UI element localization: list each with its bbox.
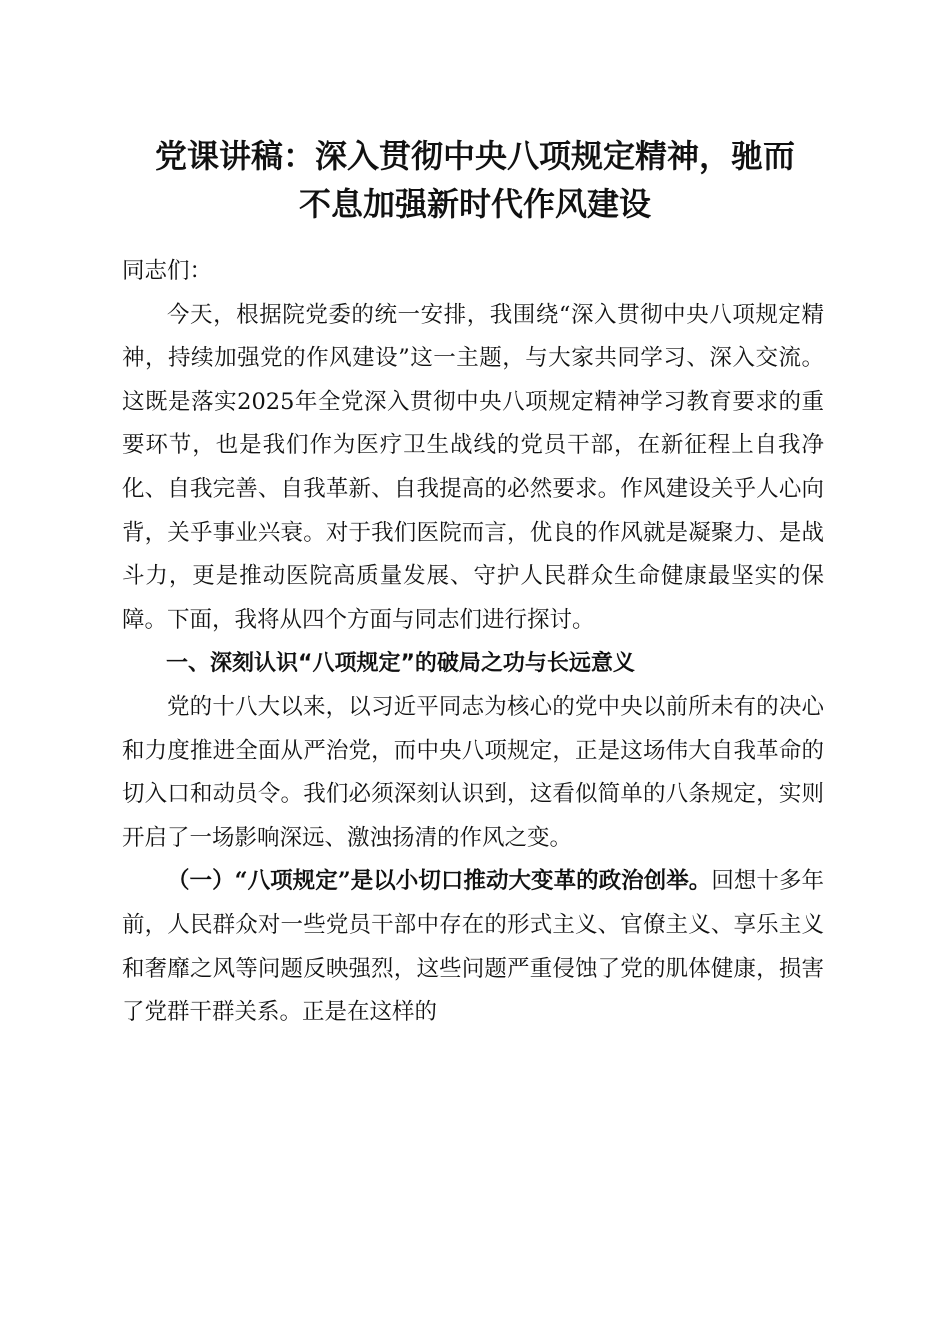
section-1-paragraph: 党的十八大以来，以习近平同志为核心的党中央以前所未有的决心和力度推进全面从严治党，而中央八项规定，正是这场伟大自我革命的切入口和动员令。我们必须深刻认识到，这看似简单的八条规定，实则开启了一场影响深远、激浊扬清的作风之变。 xyxy=(122,693,824,851)
subsection-1-heading: （一）“八项规定”是以小切口推动大变革的政治创举。 xyxy=(167,868,712,895)
intro-paragraph: 今天，根据院党委的统一安排，我围绕“深入贯彻中央八项规定精神，持续加强党的作风建设”这一主题，与大家共同学习、深入交流。这既是落实2025年全党深入贯彻中央八项规定精神学习教育要求的重要环节，也是我们作为医疗卫生战线的党员干部，在新征程上自我净化、自我完善、自我革新、自我提高的必然要求。作风建设关乎人心向背，关乎事业兴衰。对于我们医院而言，优良的作风就是凝聚力、是战斗力，更是推动医院高质量发展、守护人民群众生命健康最坚实的保障。下面，我将从四个方面与同志们进行探讨。 xyxy=(122,301,824,633)
document-title xyxy=(100,132,850,228)
greeting: 同志们： xyxy=(122,258,213,284)
title-line-2: 不息加强新时代作风建设 xyxy=(298,185,651,223)
document-body xyxy=(122,250,824,1035)
section-1-heading: 一、深刻认识“八项规定”的破局之功与长远意义 xyxy=(166,651,635,677)
subsection-1-body: 回想十多年前，人民群众对一些党员干部中存在的形式主义、官僚主义、享乐主义和奢靡之风等问题反映强烈，这些问题严重侵蚀了党的肌体健康，损害了党群干群关系。正是在这样的 xyxy=(122,868,824,1026)
title-line-1: 党课讲稿：深入贯彻中央八项规定精神，驰而 xyxy=(154,137,795,175)
subsection-1-paragraph xyxy=(122,860,824,1034)
